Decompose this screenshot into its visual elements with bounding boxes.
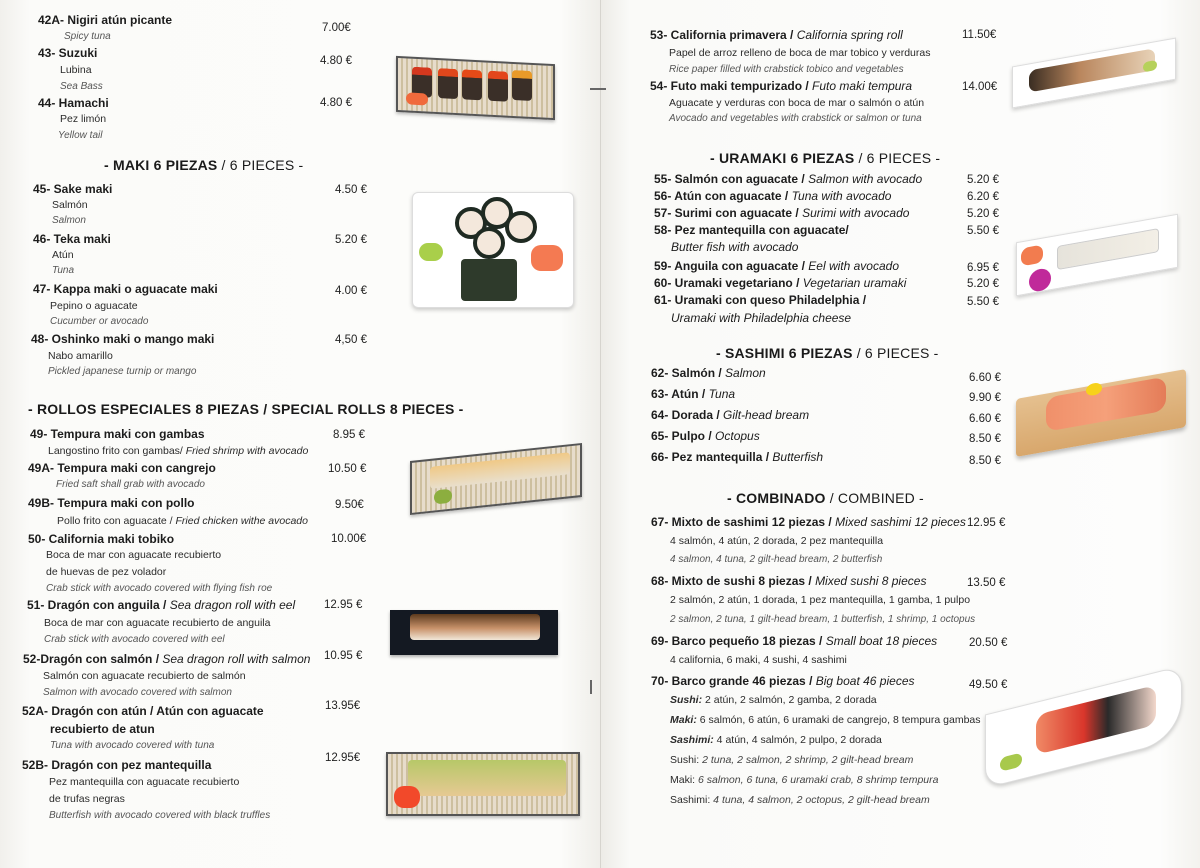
item-name bbox=[651, 366, 766, 380]
item-price: 20.50 € bbox=[969, 637, 1008, 649]
item-name bbox=[651, 408, 809, 422]
section-heading bbox=[104, 157, 303, 173]
item-desc-en: Sea Bass bbox=[60, 81, 103, 92]
ginger bbox=[406, 92, 428, 105]
name-es: 55- Salmón con aguacate / bbox=[654, 172, 805, 186]
name-es: 51- Dragón con anguila / bbox=[27, 598, 167, 612]
item-desc-en: Salmon with avocado covered with salmon bbox=[43, 687, 232, 698]
detail-label: Maki: bbox=[670, 714, 697, 726]
item-price: 14.00€ bbox=[962, 81, 998, 93]
detail-text: 2 tuna, 2 salmon, 2 shrimp, 2 gilt-head bream bbox=[699, 754, 914, 766]
item-name: 45- Sake maki bbox=[33, 182, 113, 196]
name-en: Big boat 46 pieces bbox=[815, 674, 915, 688]
maki-roll bbox=[505, 211, 537, 243]
item-price: 13.95€ bbox=[325, 700, 361, 712]
item-desc-en: Rice paper filled with crabstick tobico and vegetables bbox=[669, 64, 904, 75]
staple-mark bbox=[590, 680, 598, 694]
sushi-piece bbox=[488, 71, 508, 102]
name-en: Surimi with avocado bbox=[802, 206, 910, 220]
boat-detail-line bbox=[670, 734, 882, 746]
name-es: 69- Barco pequeño 18 piezas / bbox=[651, 634, 823, 648]
item-name bbox=[654, 206, 909, 220]
heading-es: - COMBINADO bbox=[727, 490, 826, 506]
item-desc-en: Avocado and vegetables with crabstick or salmon or tuna bbox=[669, 113, 922, 124]
item-desc-es: Boca de mar con aguacate recubierto de anguila bbox=[44, 617, 271, 629]
item-price: 10.00€ bbox=[331, 533, 367, 545]
item-price: 4,50 € bbox=[335, 334, 367, 346]
flower-garnish bbox=[1029, 267, 1051, 293]
name-en: Mixed sashimi 12 pieces bbox=[835, 515, 966, 529]
item-desc-en: 4 salmon, 4 tuna, 2 gilt-head bream, 2 butterfish bbox=[670, 554, 883, 565]
item-price: 6.95 € bbox=[967, 262, 999, 274]
item-desc-es: Atún bbox=[52, 249, 74, 261]
name-en: California spring roll bbox=[796, 28, 903, 42]
item-name bbox=[23, 652, 310, 666]
item-name: 49- Tempura maki con gambas bbox=[30, 427, 205, 441]
item-desc-es: Aguacate y verduras con boca de mar o salmón o atún bbox=[669, 97, 925, 109]
item-desc-es: 4 california, 6 maki, 4 sushi, 4 sashimi bbox=[670, 654, 847, 666]
maki-roll bbox=[473, 227, 505, 259]
item-name: 49B- Tempura maki con pollo bbox=[28, 496, 195, 510]
item-price: 4.80 € bbox=[320, 97, 352, 109]
roll bbox=[1057, 228, 1159, 270]
item-name: 42A- Nigiri atún picante bbox=[38, 13, 173, 27]
name-es: 59- Anguila con aguacate / bbox=[654, 259, 805, 273]
name-en: Tuna bbox=[708, 387, 736, 401]
name-es: 62- Salmón / bbox=[651, 366, 722, 380]
sushi-piece bbox=[512, 70, 532, 101]
name-en: Octopus bbox=[715, 429, 760, 443]
wasabi bbox=[1000, 752, 1022, 771]
item-price: 49.50 € bbox=[969, 679, 1008, 691]
item-name bbox=[654, 259, 899, 273]
item-desc-en: Crab stick with avocado covered with flying fish roe bbox=[46, 583, 273, 594]
item-price: 10.50 € bbox=[328, 463, 367, 475]
nigiri-plate-photo bbox=[396, 56, 555, 120]
detail-label: Sashimi: bbox=[670, 794, 711, 806]
detail-label: Sashimi: bbox=[670, 734, 714, 746]
item-name bbox=[27, 598, 295, 612]
heading-es: - SASHIMI 6 PIEZAS bbox=[716, 345, 853, 361]
item-name: 48- Oshinko maki o mango maki bbox=[31, 332, 215, 346]
detail-label: Sushi: bbox=[670, 694, 703, 706]
item-name bbox=[651, 450, 823, 464]
item-name bbox=[651, 387, 735, 401]
detail-label: Maki: bbox=[670, 774, 696, 786]
boat-detail-line bbox=[670, 694, 877, 706]
item-price: 4.50 € bbox=[335, 184, 367, 196]
item-desc-en: Tuna with avocado covered with tuna bbox=[50, 740, 215, 751]
item-name bbox=[654, 276, 906, 290]
name-en: Salmon with avocado bbox=[808, 172, 923, 186]
item-price: 7.00€ bbox=[322, 22, 351, 34]
item-price: 9.50€ bbox=[335, 499, 364, 511]
name-es: 70- Barco grande 46 piezas / bbox=[651, 674, 813, 688]
item-name bbox=[650, 28, 903, 42]
roll bbox=[408, 760, 566, 796]
item-name: 47- Kappa maki o aguacate maki bbox=[33, 282, 218, 296]
wasabi bbox=[419, 243, 443, 261]
item-desc-en: Yellow tail bbox=[58, 130, 103, 141]
item-price: 5.20 € bbox=[335, 234, 367, 246]
item-price: 9.90 € bbox=[969, 392, 1001, 404]
name-en: Sea dragon roll with salmon bbox=[162, 652, 311, 666]
item-desc-en: Salmon bbox=[52, 215, 86, 226]
section-heading bbox=[710, 150, 940, 166]
staple-mark bbox=[590, 88, 606, 90]
item-name: 61- Uramaki con queso Philadelphia / bbox=[654, 293, 867, 307]
sushi-piece bbox=[438, 68, 458, 99]
page-fold bbox=[600, 0, 601, 868]
item-price: 10.95 € bbox=[324, 650, 363, 662]
item-price: 4.80 € bbox=[320, 55, 352, 67]
name-en: Tuna with avocado bbox=[791, 189, 892, 203]
item-name: 58- Pez mantequilla con aguacate/ bbox=[654, 223, 849, 237]
desc-en: Fried shrimp with avocado bbox=[185, 445, 309, 457]
name-en: Small boat 18 pieces bbox=[825, 634, 938, 648]
boat-detail-line bbox=[670, 794, 930, 806]
item-name bbox=[650, 79, 912, 93]
item-price: 12.95€ bbox=[325, 752, 361, 764]
heading-en: / COMBINED - bbox=[825, 490, 924, 506]
item-desc-es: 2 salmón, 2 atún, 1 dorada, 1 pez mantequilla, 1 gamba, 1 pulpo bbox=[670, 594, 971, 606]
item-name-en: Uramaki with Philadelphia cheese bbox=[671, 311, 852, 325]
name-en: Sea dragon roll with eel bbox=[169, 598, 296, 612]
maki-plate-photo bbox=[412, 192, 574, 308]
item-desc-es: Pez mantequilla con aguacate recubierto bbox=[49, 776, 240, 788]
name-en: Gilt-head bream bbox=[723, 408, 810, 422]
item-desc-en: Spicy tuna bbox=[64, 31, 111, 42]
detail-text: 4 atún, 4 salmón, 2 pulpo, 2 dorada bbox=[713, 734, 882, 746]
ginger bbox=[1021, 245, 1043, 267]
heading-en: / 6 PIECES - bbox=[217, 157, 304, 173]
item-name bbox=[651, 515, 966, 529]
item-price: 8.50 € bbox=[969, 433, 1001, 445]
item-name bbox=[651, 674, 915, 688]
item-name: 52A- Dragón con atún / Atún con aguacate bbox=[22, 704, 264, 718]
item-name bbox=[651, 574, 926, 588]
name-en: Futo maki tempura bbox=[812, 79, 913, 93]
item-desc-es: 4 salmón, 4 atún, 2 dorada, 2 pez mantequilla bbox=[670, 535, 884, 547]
item-price: 5.20 € bbox=[967, 278, 999, 290]
item-price: 8.50 € bbox=[969, 455, 1001, 467]
name-es: 67- Mixto de sashimi 12 piezas / bbox=[651, 515, 832, 529]
name-es: 64- Dorada / bbox=[651, 408, 720, 422]
item-desc-en: Pickled japanese turnip or mango bbox=[48, 366, 197, 377]
item-price: 6.60 € bbox=[969, 413, 1001, 425]
detail-text: 6 salmon, 6 tuna, 6 uramaki crab, 8 shrimp tempura bbox=[695, 774, 939, 786]
desc-es: Pollo frito con aguacate / bbox=[57, 515, 173, 527]
item-name bbox=[651, 634, 937, 648]
item-desc bbox=[48, 445, 308, 457]
ginger bbox=[394, 786, 420, 808]
item-name bbox=[654, 172, 922, 186]
heading-es: - MAKI 6 PIEZAS bbox=[104, 157, 218, 173]
item-name: 50- California maki tobiko bbox=[28, 532, 175, 546]
item-desc-en: Cucumber or avocado bbox=[50, 316, 149, 327]
dragon-butterfish-roll-photo bbox=[386, 752, 580, 816]
item-desc-es: de huevas de pez volador bbox=[46, 566, 167, 578]
wasabi bbox=[1143, 60, 1157, 72]
item-price: 5.50 € bbox=[967, 296, 999, 308]
heading-es: - URAMAKI 6 PIEZAS bbox=[710, 150, 855, 166]
item-desc-en: Crab stick with avocado covered with eel bbox=[44, 634, 225, 645]
name-es: 53- California primavera / bbox=[650, 28, 794, 42]
heading-en: / 6 PIECES - bbox=[854, 150, 941, 166]
item-name: 43- Suzuki bbox=[38, 46, 98, 60]
item-price: 12.95 € bbox=[967, 517, 1006, 529]
item-desc-en: Butterfish with avocado covered with black truffles bbox=[49, 810, 271, 821]
name-en: Vegetarian uramaki bbox=[802, 276, 907, 290]
item-price: 13.50 € bbox=[967, 577, 1006, 589]
item-price: 5.50 € bbox=[967, 225, 999, 237]
item-desc-en: Fried saft shall grab with avocado bbox=[56, 479, 205, 490]
ginger bbox=[531, 245, 563, 271]
item-name: 46- Teka maki bbox=[33, 232, 111, 246]
roll bbox=[410, 614, 540, 640]
item-desc-en: Tuna bbox=[52, 265, 75, 276]
item-desc-es: Nabo amarillo bbox=[48, 350, 113, 362]
desc-es: Langostino frito con gambas/ bbox=[48, 445, 183, 457]
desc-en: Fried chicken withe avocado bbox=[175, 515, 308, 527]
item-desc-es: Pepino o aguacate bbox=[50, 300, 138, 312]
item-price: 6.20 € bbox=[967, 191, 999, 203]
item-name: 52B- Dragón con pez mantequilla bbox=[22, 758, 212, 772]
item-price: 5.20 € bbox=[967, 208, 999, 220]
name-es: 65- Pulpo / bbox=[651, 429, 712, 443]
boat-detail-line bbox=[670, 774, 938, 786]
name-es: 60- Uramaki vegetariano / bbox=[654, 276, 800, 290]
name-en: Butterfish bbox=[772, 450, 824, 464]
name-en: Salmon bbox=[725, 366, 766, 380]
item-desc-es: de trufas negras bbox=[49, 793, 125, 805]
item-desc bbox=[57, 515, 308, 527]
detail-text: 6 salmón, 6 atún, 6 uramaki de cangrejo, 8 tempura gambas bbox=[696, 714, 981, 726]
item-desc-es: Salmón bbox=[52, 199, 88, 211]
item-name-en: Butter fish with avocado bbox=[671, 240, 799, 254]
item-name bbox=[654, 189, 891, 203]
item-name-cont: recubierto de atun bbox=[50, 722, 155, 736]
item-desc-es: Lubina bbox=[60, 64, 92, 76]
name-es: 68- Mixto de sushi 8 piezas / bbox=[651, 574, 812, 588]
wasabi bbox=[434, 489, 452, 505]
name-es: 66- Pez mantequilla / bbox=[651, 450, 770, 464]
heading-en: / 6 PIECES - bbox=[852, 345, 939, 361]
item-name bbox=[651, 429, 760, 443]
section-heading bbox=[716, 345, 938, 361]
item-price: 4.00 € bbox=[335, 285, 367, 297]
detail-label: Sushi: bbox=[670, 754, 700, 766]
name-en: Mixed sushi 8 pieces bbox=[815, 574, 927, 588]
name-es: 57- Surimi con aguacate / bbox=[654, 206, 799, 220]
item-name: 49A- Tempura maki con cangrejo bbox=[28, 461, 216, 475]
item-desc-es: Pez limón bbox=[60, 113, 107, 125]
item-price: 12.95 € bbox=[324, 599, 363, 611]
name-es: 54- Futo maki tempurizado / bbox=[650, 79, 809, 93]
item-price: 5.20 € bbox=[967, 174, 999, 186]
detail-text: 4 tuna, 4 salmon, 2 octopus, 2 gilt-head bream bbox=[710, 794, 930, 806]
name-es: 52-Dragón con salmón / bbox=[23, 652, 160, 666]
sushi-piece bbox=[462, 69, 482, 100]
name-es: 63- Atún / bbox=[651, 387, 706, 401]
dragon-eel-roll-photo bbox=[390, 610, 558, 655]
item-desc-es: Papel de arroz relleno de boca de mar tobico y verduras bbox=[669, 47, 931, 59]
name-en: Eel with avocado bbox=[808, 259, 900, 273]
detail-text: 2 atún, 2 salmón, 2 gamba, 2 dorada bbox=[702, 694, 877, 706]
item-price: 6.60 € bbox=[969, 372, 1001, 384]
item-desc-es: Boca de mar con aguacate recubierto bbox=[46, 549, 222, 561]
boat-detail-line bbox=[670, 714, 981, 726]
boat-detail-line bbox=[670, 754, 913, 766]
item-name: 44- Hamachi bbox=[38, 96, 109, 110]
section-heading bbox=[727, 490, 924, 506]
item-desc-en: 2 salmon, 2 tuna, 1 gilt-head bream, 1 butterfish, 1 shrimp, 1 octopus bbox=[670, 614, 976, 625]
item-price: 11.50€ bbox=[962, 29, 997, 41]
roll bbox=[430, 452, 570, 489]
item-price: 8.95 € bbox=[333, 429, 365, 441]
item-desc-es: Salmón con aguacate recubierto de salmón bbox=[43, 670, 246, 682]
name-es: 56- Atún con aguacate / bbox=[654, 189, 789, 203]
maki-roll-side bbox=[461, 259, 517, 301]
section-heading: - ROLLOS ESPECIALES 8 PIEZAS / SPECIAL ROLLS 8 PIECES - bbox=[28, 401, 464, 417]
